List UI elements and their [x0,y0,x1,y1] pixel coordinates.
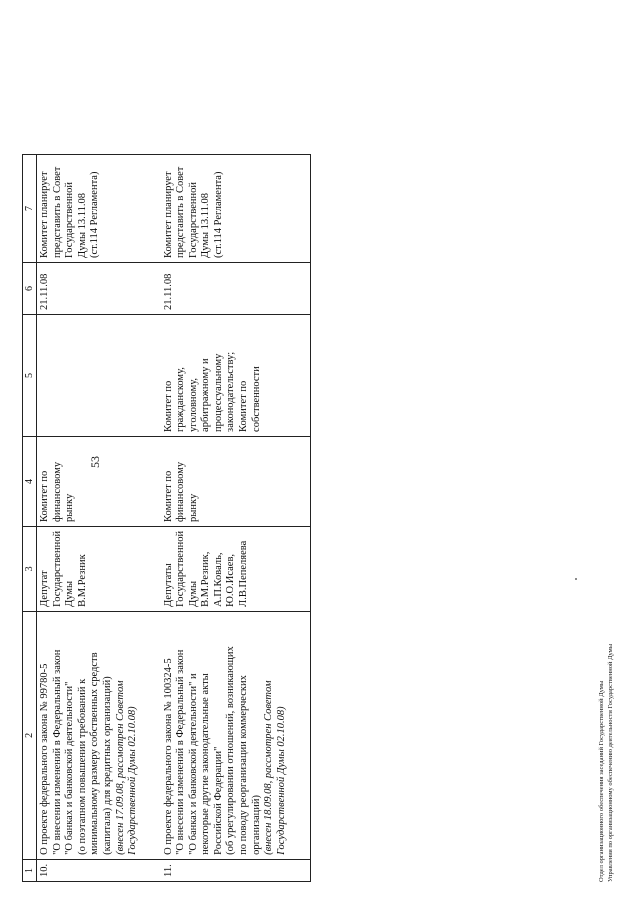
text-line: (капитала) для кредитных организаций) [101,676,113,855]
agenda-table [22,154,311,882]
co-committee [161,314,311,436]
text-line: по поводу реорганизации коммерческих [238,675,250,855]
responsible-committee [161,436,311,526]
text-line: Государственной [51,530,63,607]
col-header-5: 5 [23,314,37,436]
text-line: (внесен 17.09.08, рассмотрен Советом [114,680,126,855]
text-line: представить в Совет [175,166,187,258]
text-line: Комитет по [162,380,174,432]
page-number: 53 [88,456,102,468]
text-line: Комитет планирует [39,171,50,258]
text-line: Думы [64,580,76,607]
text-line: некоторые другие законодательные акты [200,673,212,855]
text-line: "О внесении изменений в Федеральный закон [51,649,63,855]
text-line: О проекте федерального закона № 100324-5 [162,658,174,855]
text-line: (ст.114 Регламента) [212,171,224,258]
bill-note [115,616,140,855]
bill-description [37,611,161,859]
text-line: Государственной [64,182,76,258]
text-line: Депутат [39,570,50,607]
text-line: Комитет по [39,470,50,522]
responsible-committee [37,436,161,526]
plan-note [37,154,161,262]
text-line: Комитет по [238,380,250,432]
co-committee [37,314,161,436]
scan-speck [575,578,577,580]
bill-title [163,616,264,855]
text-line: собственности [250,366,262,432]
text-line: финансовому [51,461,63,522]
text-line: "О внесении изменений в Федеральный закон [175,649,187,855]
bill-author [161,526,311,611]
text-line: рынку [187,493,199,522]
text-line: рынку [64,493,76,522]
text-line: Депутаты [162,563,174,607]
text-line: В.М.Резник [76,554,88,607]
bill-note [263,616,288,855]
text-line: "О банках и банковской деятельности" [64,681,76,855]
table-row [37,154,161,881]
text-line: представить в Совет [51,166,63,258]
col-header-6: 6 [23,262,37,314]
header-row [23,154,37,881]
footer-line-1: Отдел организационного обеспечения заседаний Государственной Думы [598,680,605,882]
col-header-3: 3 [23,526,37,611]
row-number: 10. [37,859,161,881]
col-header-7: 7 [23,154,37,262]
text-line: (внесен 18.09.08, рассмотрен Советом [263,680,275,855]
text-line: "О банках и банковской деятельности" и [187,673,199,855]
text-line: Комитет по [162,470,174,522]
text-line: Государственной Думы 02.10.08) [127,706,139,855]
text-line: Государственной [175,530,187,607]
text-line: (о поэтапном повышении требований к [76,678,88,855]
text-line: Государственной Думы 02.10.08) [275,706,287,855]
col-header-4: 4 [23,436,37,526]
table-row [161,154,311,881]
text-line: гражданскому, [175,367,187,432]
bill-title [39,616,115,855]
row-number: 11. [161,859,311,881]
text-line: Думы 13.11.08 [76,192,88,258]
text-line: Комитет планирует [162,171,174,258]
text-line: Ю.О.Исаев, [225,553,237,607]
bill-author [37,526,161,611]
text-line: Думы 13.11.08 [200,192,212,258]
text-line: О проекте федерального закона № 99780-5 [39,663,50,855]
text-line: А.П.Коваль, [212,552,224,607]
text-line: организаций) [250,795,262,855]
footer-line-2: Управления по организационному обеспечению деятельности Государственной Думы [607,643,614,882]
text-line: (об урегулировании отношений, возникающих [225,646,237,855]
plan-note [161,154,311,262]
text-line: Государственной [187,182,199,258]
text-line: процессуальному [212,353,224,432]
text-line: арбитражному и [200,358,212,432]
text-line: Л.В.Пепеляева [238,540,250,607]
text-line: законодательству; [225,351,237,432]
text-line: В.М.Резник, [200,551,212,607]
text-line: (ст.114 Регламента) [89,171,101,258]
text-line: Думы [187,580,199,607]
bill-description [161,611,311,859]
text-line: финансовому [175,461,187,522]
deadline-date: 21.11.08 [161,262,311,314]
col-header-2: 2 [23,611,37,859]
text-line: минимальному размеру собственных средств [89,652,101,855]
col-header-1: 1 [23,859,37,881]
deadline-date: 21.11.08 [37,262,161,314]
text-line: уголовному, [187,377,199,432]
text-line: Российской Федерации" [212,746,224,855]
